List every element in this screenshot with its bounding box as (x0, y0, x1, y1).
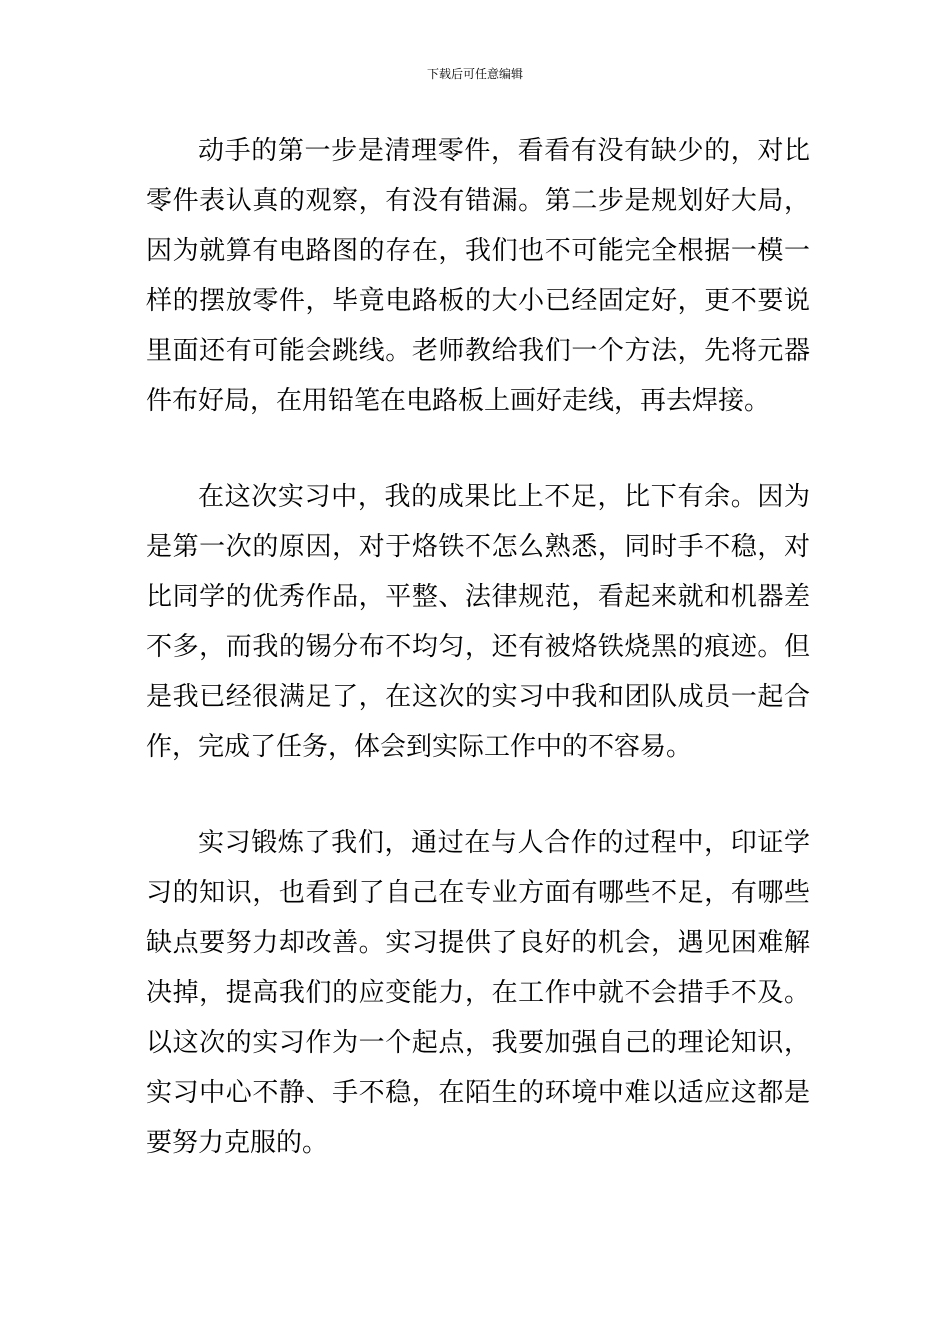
paragraph-2 (146, 472, 810, 772)
paragraph-line: 样的摆放零件，毕竟电路板的大小已经固定好，更不要说 (146, 286, 810, 316)
paragraph-line: 实习锻炼了我们，通过在与人合作的过程中，印证学 (198, 828, 810, 858)
paragraph-line: 是我已经很满足了，在这次的实习中我和团队成员一起合 (146, 682, 810, 712)
paragraph-line: 动手的第一步是清理零件，看看有没有缺少的，对比 (198, 136, 810, 166)
paragraph-3 (146, 818, 810, 1168)
paragraph-line: 件布好局，在用铅笔在电路板上画好走线，再去焊接。 (146, 386, 771, 416)
paragraph-line: 要努力克服的。 (146, 1128, 329, 1158)
paragraph-line: 比同学的优秀作品，平整、法律规范，看起来就和机器差 (146, 582, 810, 612)
paragraph-line: 缺点要努力却改善。实习提供了良好的机会，遇见困难解 (146, 928, 810, 958)
paragraph-1 (146, 126, 810, 426)
paragraph-line: 零件表认真的观察，有没有错漏。第二步是规划好大局， (146, 186, 810, 216)
paragraph-line: 以这次的实习作为一个起点，我要加强自己的理论知识， (146, 1028, 810, 1058)
paragraph-line: 决掉，提高我们的应变能力，在工作中就不会措手不及。 (146, 978, 810, 1008)
paragraph-line: 习的知识，也看到了自己在专业方面有哪些不足，有哪些 (146, 878, 810, 908)
header-note: 下载后可任意编辑 (426, 67, 523, 81)
paragraph-line: 是第一次的原因，对于烙铁不怎么熟悉，同时手不稳，对 (146, 532, 810, 562)
paragraph-line: 里面还有可能会跳线。老师教给我们一个方法，先将元器 (146, 336, 810, 366)
paragraph-line: 在这次实习中，我的成果比上不足，比下有余。因为 (198, 482, 810, 512)
paragraph-line: 作，完成了任务，体会到实际工作中的不容易。 (146, 732, 693, 762)
paragraph-line: 不多，而我的锡分布不均匀，还有被烙铁烧黑的痕迹。但 (146, 632, 810, 662)
paragraph-line: 因为就算有电路图的存在，我们也不可能完全根据一模一 (146, 236, 810, 266)
paragraph-line: 实习中心不静、手不稳，在陌生的环境中难以适应这都是 (146, 1078, 810, 1108)
